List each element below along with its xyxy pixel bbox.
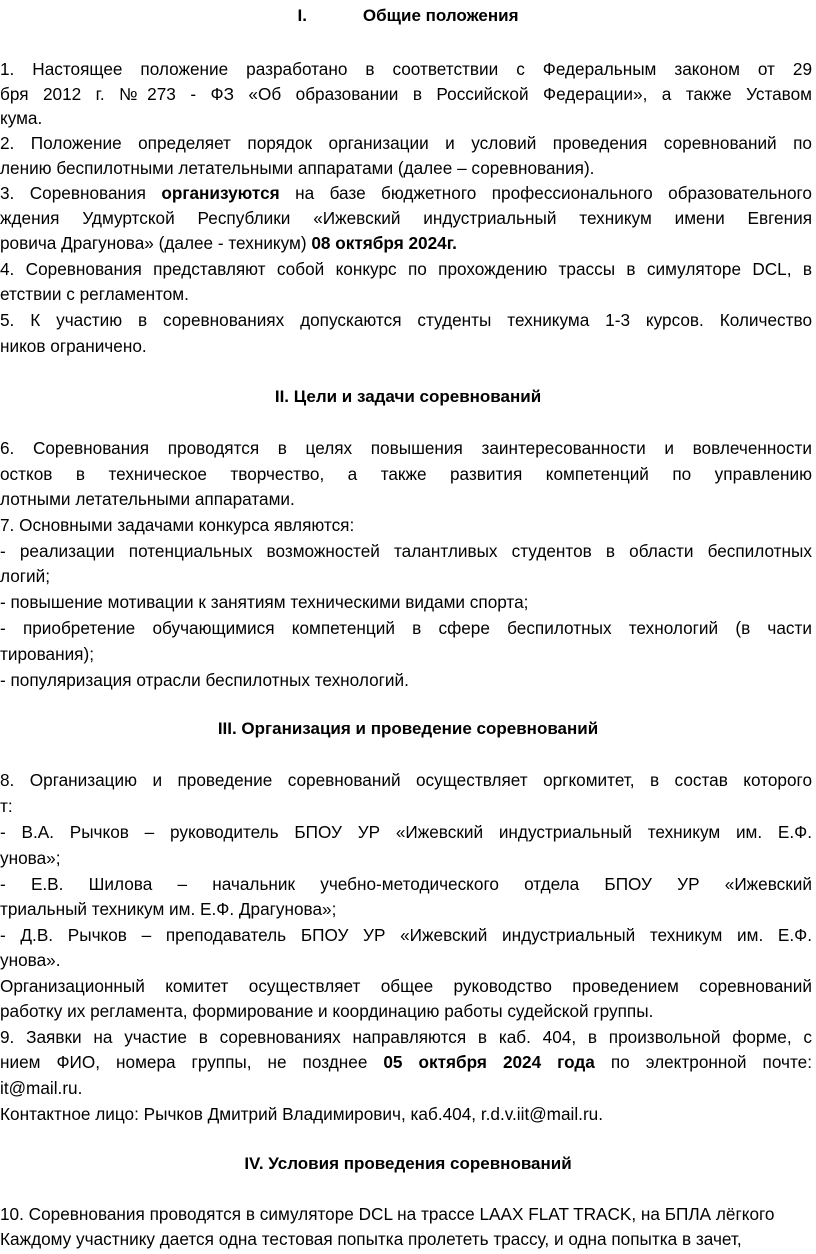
text-span: на базе бюджетного профессионального образовательного xyxy=(279,183,812,203)
paragraph-line: 10. Соревнования проводятся в симуляторе DCL на трассе LAAX FLAT TRACK, на БПЛА лёгкого xyxy=(0,1204,775,1224)
list-item: - приобретение обучающимися компетенций в сфере беспилотных технологий (в части xyxy=(0,618,812,638)
list-item: - реализации потенциальных возможностей талантливых студентов в области беспилотных xyxy=(0,541,812,561)
paragraph-line: 6. Соревнования проводятся в целях повышения заинтересованности и вовлеченности xyxy=(0,438,812,458)
text-span: нием ФИО, номера группы, не позднее xyxy=(0,1052,384,1072)
list-item: - В.А. Рычков – руководитель БПОУ УР «Ижевский индустриальный техникум им. Е.Ф. xyxy=(0,822,812,842)
section-number: I. xyxy=(297,6,307,25)
paragraph-line: кума. xyxy=(0,108,43,128)
list-item: - Е.В. Шилова – начальник учебно-методического отдела БПОУ УР «Ижевский xyxy=(0,874,812,894)
paragraph-line: 9. Заявки на участие в соревнованиях направляются в каб. 404, в произвольной форме, с xyxy=(0,1027,812,1047)
paragraph-line: лению беспилотными летательными аппаратами (далее – соревнования). xyxy=(0,158,595,178)
paragraph-line xyxy=(0,182,812,206)
paragraph-line: бря 2012 г. №273 - ФЗ «Об образовании в Российской Федерации», а также Уставом xyxy=(0,84,812,104)
paragraph-line: тирования); xyxy=(0,644,94,664)
paragraph-line: лотными летательными аппаратами. xyxy=(0,489,295,509)
bold-date: 08 октября 2024г. xyxy=(311,233,457,253)
paragraph-line: ждения Удмуртской Республики «Ижевский индустриальный техникум имени Евгения xyxy=(0,208,812,228)
contact-line: Контактное лицо: Рычков Дмитрий Владимирович, каб.404, r.d.v.iit@mail.ru. xyxy=(0,1104,604,1124)
text-span: ровича Драгунова» (далее - техникум) xyxy=(0,233,312,253)
text-span: по электронной почте: xyxy=(594,1052,812,1072)
paragraph-line: Каждому участнику дается одна тестовая попытка пролететь трассу, и одна попытка в зачет, xyxy=(0,1229,742,1249)
paragraph-line: остков в техническое творчество, а также развития компетенций по управлению xyxy=(0,464,812,484)
email-text: it@mail.ru. xyxy=(0,1078,83,1098)
paragraph-line: триальный техникум им. Е.Ф. Драгунова»; xyxy=(0,899,337,919)
section-heading-2: II. Цели и задачи соревнований xyxy=(274,387,542,406)
paragraph-line: 2. Положение определяет порядок организации и условий проведения соревнований по xyxy=(0,133,812,153)
paragraph-line: ников ограничено. xyxy=(0,336,147,356)
list-item: - Д.В. Рычков – преподаватель БПОУ УР «Ижевский индустриальный техникум им. Е.Ф. xyxy=(0,925,812,945)
paragraph-line: работку их регламента, формирование и координацию работы судейской группы. xyxy=(0,1001,654,1021)
bold-text: организуются xyxy=(161,183,280,203)
bold-date: 05 октября 2024 года xyxy=(383,1052,595,1072)
text-span: 3. Соревнования xyxy=(0,183,162,203)
paragraph-line: 8. Организацию и проведение соревнований осуществляет оргкомитет, в состав которого xyxy=(0,770,812,790)
paragraph-line: 7. Основными задачами конкурса являются: xyxy=(0,515,355,535)
list-item: - популяризация отрасли беспилотных технологий. xyxy=(0,670,409,690)
paragraph-line: унова». xyxy=(0,950,61,970)
paragraph-line: 5. К участию в соревнованиях допускаются студенты техникума 1-3 курсов. Количество xyxy=(0,310,812,330)
paragraph-line: етствии с регламентом. xyxy=(0,284,189,304)
section-heading-4: IV. Условия проведения соревнований xyxy=(244,1154,572,1173)
section-heading-3: III. Организация и проведение соревнований xyxy=(217,719,599,738)
list-item: - повышение мотивации к занятиям техническими видами спорта; xyxy=(0,592,529,612)
paragraph-line: логий; xyxy=(0,566,51,586)
paragraph-line xyxy=(0,1051,812,1075)
paragraph-line: т: xyxy=(0,796,13,816)
paragraph-line: 1. Настоящее положение разработано в соответствии с Федеральным законом от 29 xyxy=(0,59,812,79)
paragraph-line xyxy=(0,232,812,256)
paragraph-line: 4. Соревнования представляют собой конкурс по прохождению трассы в симуляторе DCL, в xyxy=(0,259,812,279)
section-title: Общие положения xyxy=(362,6,519,25)
paragraph-line: унова»; xyxy=(0,848,61,868)
paragraph-line: Организационный комитет осуществляет общее руководство проведением соревнований xyxy=(0,976,812,996)
section-heading-1 xyxy=(0,6,816,26)
